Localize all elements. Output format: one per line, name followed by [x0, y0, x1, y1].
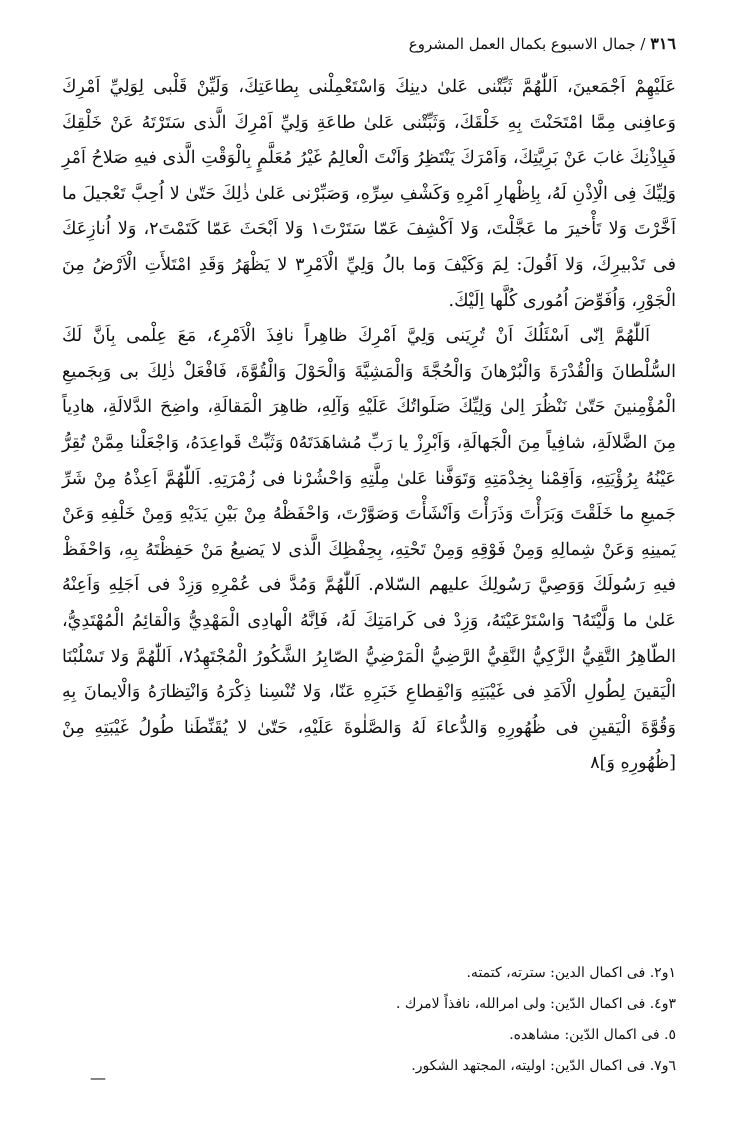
main-text: [62, 70, 676, 782]
footnotes: [66, 958, 676, 1082]
book-title: جمال الاسبوع بكمال العمل المشروع: [408, 35, 636, 53]
footnote: ٥. فى اكمال الدّين: مشاهده.: [509, 1027, 676, 1043]
footnote: ٦و٧. فى اكمال الدّين: اوليته، المجتهد الشكور.: [411, 1058, 676, 1074]
footnote: ١و٢. فى اكمال الدين: سترته، كتمته.: [466, 965, 676, 981]
page-number: ٣١٦: [650, 34, 676, 53]
header-separator: /: [635, 35, 651, 53]
paragraph-2: اَللّٰهُمَّ اِنّى اَسْئَلُكَ اَنْ تُرِيَنى وَلِيَّ اَمْرِكَ ظاهِراً نافِذَ الْاَمْرِ٤، مَعَ عِلْمى بِاَنَّ لَكَ السُّلْطانَ وَالْقُدْرَةَ وَالْبُرْهانَ وَالْحُجَّةَ وَالْمَشِيَّةَ وَالْحَوْلَ وَالْقُوَّةَ، فَافْعَلْ ذٰلِكَ بى وَبِجَميعِ الْمُؤْمِنينَ حَتّىٰ نَنْظُرَ اِلىٰ وَلِيِّكَ صَلَواتُكَ عَلَيْهِ وَآلِهِ، ظاهِرَ الْمَقالَةِ، واضِحَ الدَّلالَةِ، هادِياً مِنَ الضَّلالَةِ، شافِياً مِنَ الْجَهالَةِ، وَاَبْرِزْ يا رَبِّ مُشاهَدَتَهُ٥ وَثَبِّتْ قَواعِدَهُ، وَاجْعَلْنا مِمَّنْ تُقِرُّ عَيْنُهُ بِرُؤْيَتِهِ، وَاَقِمْنا بِخِدْمَتِهِ وَتَوَفَّنا عَلىٰ مِلَّتِهِ وَاحْشُرْنا فى زُمْرَتِهِ. اَللّٰهُمَّ اَعِذْهُ مِنْ شَرِّ جَميعِ ما خَلَقْتَ وَبَرَأْتَ وَذَرَأْتَ وَاَنْشَأْتَ وَصَوَّرْتَ، وَاحْفَظْهُ مِنْ بَيْنِ يَدَيْهِ وَمِنْ خَلْفِهِ وَعَنْ يَمينِهِ وَعَنْ شِمالِهِ وَمِنْ فَوْقِهِ وَمِنْ تَحْتِهِ، بِحِفْظِكَ الَّذى لا يَضيعُ مَنْ حَفِظْتَهُ بِهِ، وَاحْفَظْ فيهِ رَسُولَكَ وَوَصِيَّ رَسُولِكَ عليهم السّلام. اَللّٰهُمَّ وَمُدَّ فى عُمْرِهِ وَزِدْ فى اَجَلِهِ وَاَعِنْهُ عَلىٰ ما وَلَّيْتَهُ٦ وَاسْتَرْعَيْتَهُ، وَزِدْ فى كَرامَتِكَ لَهُ، فَاِنَّهُ الْهادِى الْمَهْدِيُّ وَالْقائِمُ الْمُهْتَدِيُّ، الطّاهِرُ التَّقِيُّ الزَّكِيُّ النَّقِيُّ الرَّضِيُّ الْمَرْضِيُّ الصّابِرُ الشَّكُورُ الْمُجْتَهِدُ٧، اَللّٰهُمَّ وَلا تَسْلُبْنَا الْيَقينَ لِطُولِ الْاَمَدِ فى غَيْبَتِهِ وَانْقِطاعِ خَبَرِهِ عَنّا، وَلا تُنْسِنا ذِكْرَهُ وَانْتِظارَهُ وَالْايمانَ بِهِ وَقُوَّةَ الْيَقينِ فى ظُهُورِهِ وَالدُّعاءَ لَهُ وَالصَّلٰوةَ عَلَيْهِ، حَتّىٰ لا يُقَنِّطَنا طُولُ غَيْبَتِهِ مِنْ [ظُهُورِهِ وَ]٨: [62, 326, 676, 774]
running-header: [66, 34, 676, 53]
footnote: ٣و٤. فى اكمال الدّين: ولى امرالله، نافذاً لامرك .: [395, 996, 676, 1012]
continuation-mark: —: [90, 1068, 106, 1087]
paragraph-1: عَلَيْهِمْ اَجْمَعينَ، اَللّٰهُمَّ ثَبِّتْنى عَلىٰ دينِكَ وَاسْتَعْمِلْنى بِطاعَتِكَ، وَلَيِّنْ قَلْبى لِوَلِيِّ اَمْرِكَ وَعافِنى مِمَّا امْتَحَنْتَ بِهِ خَلْقَكَ، وَثَبِّتْنى عَلىٰ طاعَةِ وَلِيِّ اَمْرِكَ الَّذى سَتَرْتَهُ عَنْ خَلْقِكَ فَبِاِذْنِكَ غابَ عَنْ بَرِيَّتِكَ، وَاَمْرَكَ يَنْتَظِرُ وَاَنْتَ الْعالِمُ غَيْرُ مُعَلَّمٍ بِالْوَقْتِ الَّذى فيهِ صَلاحُ اَمْرِ وَلِيِّكَ فِى الْاِذْنِ لَهُ، بِاِظْهارِ اَمْرِهِ وَكَشْفِ سِرِّهِ، وَصَبِّرْنى عَلىٰ ذٰلِكَ حَتّىٰ لا اُحِبَّ تَعْجيلَ ما اَخَّرْتَ وَلا تَأْخيرَ ما عَجَّلْتَ، وَلا اَكْشِفَ عَمّا سَتَرْتَ١ وَلا اَبْحَثَ عَمّا كَتَمْتَ٢، وَلا اُنازِعَكَ فى تَدْبيرِكَ، وَلا اَقُولَ: لِمَ وَكَيْفَ وَما بالُ وَلِيِّ الْاَمْرِ٣ لا يَظْهَرُ وَقَدِ امْتَلأَتِ الْاَرْضُ مِنَ الْجَوْرِ، وَاُفَوِّضَ اُمُورى كُلَّها اِلَيْكَ.: [62, 77, 676, 311]
